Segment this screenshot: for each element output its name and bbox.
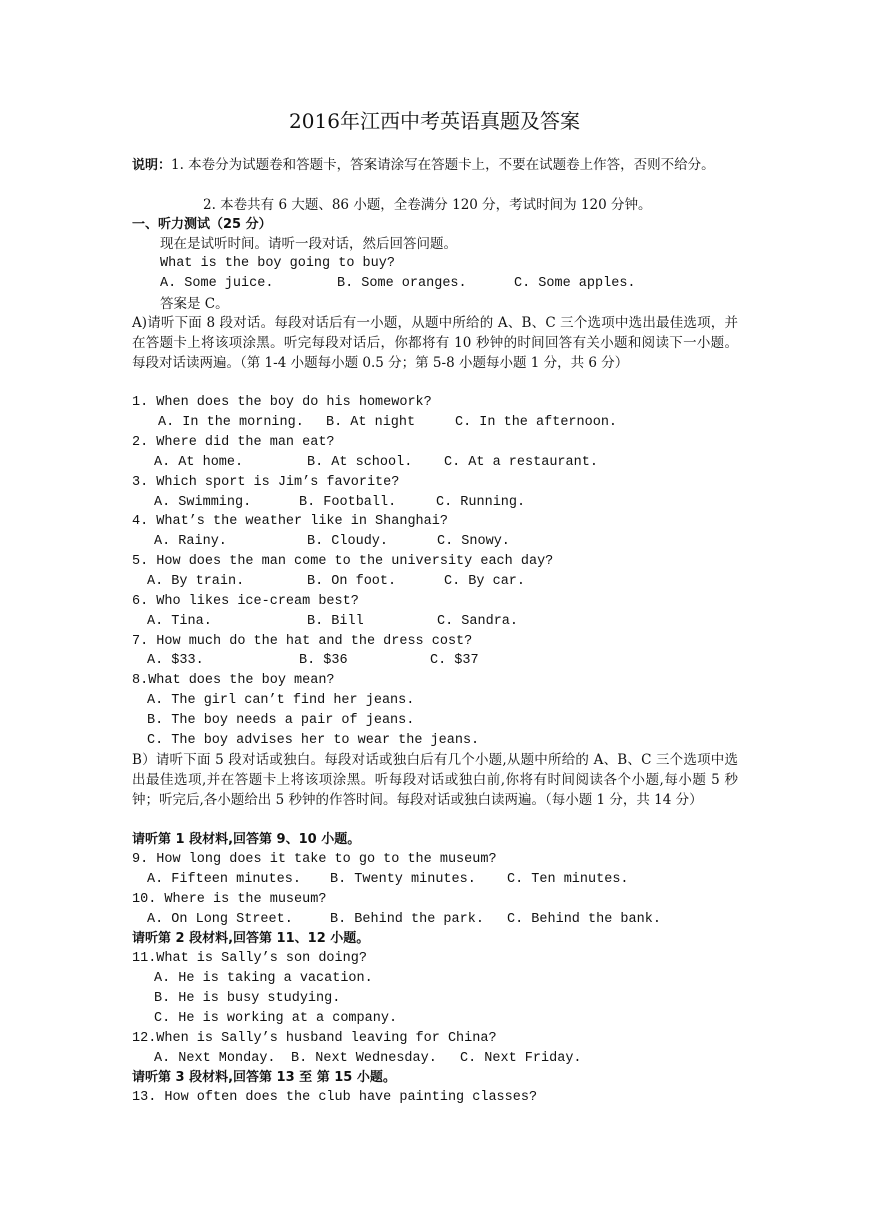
q9-option-c: C. Ten minutes.: [507, 872, 629, 887]
q11-option-b: B. He is busy studying.: [154, 991, 341, 1006]
instructions-line1: [132, 155, 738, 176]
q12-option-b: B. Next Wednesday.: [291, 1051, 437, 1066]
q2-option-a: A. At home.: [154, 455, 244, 470]
q6-option-c: C. Sandra.: [437, 614, 519, 629]
q1-option-c: C. In the afternoon.: [455, 415, 618, 430]
q9-option-a: A. Fifteen minutes.: [147, 872, 301, 887]
q2-option-c: C. At a restaurant.: [444, 455, 598, 470]
question-6: 6. Who likes ice-cream best?: [132, 594, 359, 609]
q4-option-c: C. Snowy.: [437, 534, 510, 549]
example-question: What is the boy going to buy?: [160, 256, 395, 271]
segment-2-heading: 请听第 2 段材料,回答第 11、12 小题。: [132, 931, 370, 946]
q1-option-b: B. At night: [326, 415, 416, 430]
example-intro: 现在是试听时间。请听一段对话，然后回答问题。: [160, 236, 457, 252]
partB-intro: B）请听下面 5 段对话或独白。每段对话或独白后有几个小题,从题中所给的 A、B、C 三个选项中选出最佳选项,并在答题卡上将该项涂黑。听每段对话或独白前,你将有时间阅读各个小题,每小题 5 秒钟；听完后,各小题给出 5 秒钟的作答时间。每段对话或独白读两遍。（每小题 1 分，共 14 分）: [132, 752, 738, 808]
question-7: 7. How much do the hat and the dress cost?: [132, 634, 473, 649]
q5-option-b: B. On foot.: [307, 574, 397, 589]
question-13: 13. How often does the club have painting classes?: [132, 1090, 538, 1105]
q6-option-b: B. Bill: [307, 614, 364, 629]
page-title: 2016年江西中考英语真题及答案: [289, 109, 580, 133]
q5-option-a: A. By train.: [147, 574, 245, 589]
instructions-line2: 2. 本卷共有 6 大题、86 小题，全卷满分 120 分，考试时间为 120 分钟。: [203, 197, 652, 213]
question-11: 11.What is Sally’s son doing?: [132, 951, 367, 966]
q7-option-b: B. $36: [299, 653, 348, 668]
question-12: 12.When is Sally’s husband leaving for China?: [132, 1031, 497, 1046]
example-answer: 答案是 C。: [160, 296, 229, 312]
q10-option-a: A. On Long Street.: [147, 912, 293, 927]
q9-option-b: B. Twenty minutes.: [330, 872, 476, 887]
question-8: 8.What does the boy mean?: [132, 673, 335, 688]
question-1: 1. When does the boy do his homework?: [132, 395, 432, 410]
segment-3-heading: 请听第 3 段材料,回答第 13 至 第 15 小题。: [132, 1070, 396, 1085]
q2-option-b: B. At school.: [307, 455, 413, 470]
q3-option-b: B. Football.: [299, 495, 397, 510]
instructions-text1: 1. 本卷分为试题卷和答题卡，答案请涂写在答题卡上，不要在试题卷上作答，否则不给分。: [171, 157, 715, 173]
q7-option-c: C. $37: [430, 653, 479, 668]
q12-option-a: A. Next Monday.: [154, 1051, 276, 1066]
question-3: 3. Which sport is Jim’s favorite?: [132, 475, 400, 490]
q8-option-a: A. The girl can’t find her jeans.: [147, 693, 415, 708]
q10-option-b: B. Behind the park.: [330, 912, 484, 927]
q10-option-c: C. Behind the bank.: [507, 912, 661, 927]
q6-option-a: A. Tina.: [147, 614, 212, 629]
q8-option-c: C. The boy advises her to wear the jeans.: [147, 733, 480, 748]
partA-intro: A)请听下面 8 段对话。每段对话后有一小题，从题中所给的 A、B、C 三个选项中选出最佳选项，并在答题卡上将该项涂黑。听完每段对话后，你都将有 10 秒钟的时间回答有关小题和阅读下一小题。每段对话读两遍。（第 1-4 小题每小题 0.5 分；第 5-8 小题每小题 1 分，共 6 分）: [132, 315, 738, 371]
question-10: 10. Where is the museum?: [132, 892, 327, 907]
section1-heading: 一、听力测试（25 分）: [132, 217, 272, 232]
question-4: 4. What’s the weather like in Shanghai?: [132, 514, 448, 529]
q8-option-b: B. The boy needs a pair of jeans.: [147, 713, 415, 728]
question-9: 9. How long does it take to go to the museum?: [132, 852, 497, 867]
q12-option-c: C. Next Friday.: [460, 1051, 582, 1066]
example-option-b: B. Some oranges.: [337, 276, 467, 291]
q3-option-c: C. Running.: [436, 495, 526, 510]
question-2: 2. Where did the man eat?: [132, 435, 335, 450]
q11-option-c: C. He is working at a company.: [154, 1011, 398, 1026]
q11-option-a: A. He is taking a vacation.: [154, 971, 373, 986]
segment-1-heading: 请听第 1 段材料,回答第 9、10 小题。: [132, 832, 361, 847]
q4-option-b: B. Cloudy.: [307, 534, 389, 549]
question-5: 5. How does the man come to the university each day?: [132, 554, 554, 569]
instructions-label: 说明：: [132, 158, 172, 173]
q5-option-c: C. By car.: [444, 574, 526, 589]
q3-option-a: A. Swimming.: [154, 495, 252, 510]
example-option-c: C. Some apples.: [514, 276, 636, 291]
q1-option-a: A. In the morning.: [158, 415, 304, 430]
q4-option-a: A. Rainy.: [154, 534, 227, 549]
example-option-a: A. Some juice.: [160, 276, 274, 291]
q7-option-a: A. $33.: [147, 653, 204, 668]
